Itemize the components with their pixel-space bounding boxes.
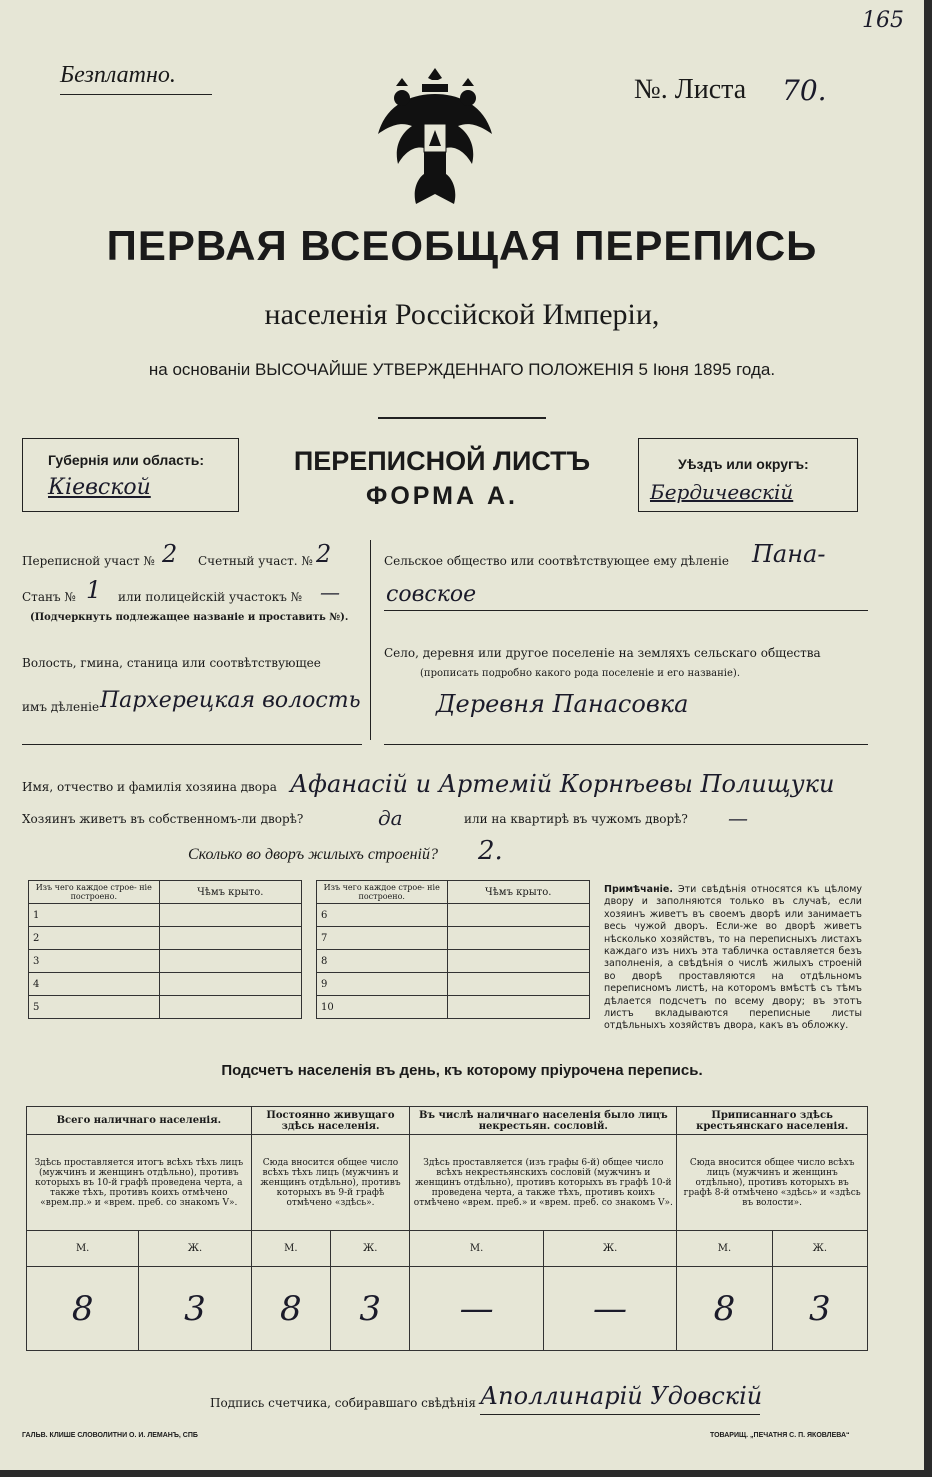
- count-cell: 3: [139, 1267, 251, 1351]
- group-title: Всего наличнаго населенія.: [27, 1107, 252, 1135]
- count-cell: 8: [677, 1267, 772, 1351]
- col-material-2: Изъ чего каждое строе- ніе построено.: [316, 881, 447, 904]
- group-title: Въ числѣ наличнаго населенія было лицъ некрестьян. сословій.: [410, 1107, 677, 1135]
- own-yard-value: да: [378, 806, 403, 830]
- row-number: 3: [29, 950, 160, 973]
- uchastok-value: 2: [162, 540, 178, 568]
- row-number: 7: [316, 927, 447, 950]
- owner-name-label: Имя, отчество и фамилія хозяина двора: [22, 780, 277, 794]
- schetny-label: Счетный участ. №: [198, 554, 313, 568]
- signature-label: Подпись счетчика, собиравшаго свѣдѣнія: [210, 1396, 476, 1410]
- police-value: —: [320, 580, 340, 604]
- census-title: ПЕРВАЯ ВСЕОБЩАЯ ПЕРЕПИСЬ: [106, 222, 818, 269]
- underline-note: (Подчеркнуть подлежащее названіе и проставить №).: [30, 612, 349, 623]
- uezd-value: Бердичевскій: [650, 480, 794, 504]
- volost-value: Пархерецкая волость: [100, 688, 361, 713]
- female-header: Ж.: [772, 1231, 867, 1267]
- own-yard-label: Хозяинъ живетъ въ собственномъ-ли дворѣ?: [22, 812, 304, 826]
- row-number: 9: [316, 973, 447, 996]
- count-cell: 8: [27, 1267, 139, 1351]
- column-divider: [370, 540, 371, 740]
- buildings-value: 2.: [478, 836, 503, 866]
- village-label: Село, деревня или другое поселеніе на земляхъ сельскаго общества: [384, 646, 821, 660]
- owner-name-value: Афанасій и Артемій Корнѣевы Полищуки: [290, 770, 835, 798]
- sheet-number-value: 70.: [782, 74, 827, 107]
- count-cell: 3: [772, 1267, 867, 1351]
- group-title: Приписаннаго здѣсь крестьянскаго населенія.: [677, 1107, 868, 1135]
- female-header: Ж.: [543, 1231, 676, 1267]
- group-desc: Сюда вносится общее число всѣхъ лицъ (мужчинъ и женщинъ отдѣльно), противъ которыхъ въ графѣ 8-й отмѣчено «здѣсь» и «здѣсь въ волости».: [677, 1135, 868, 1231]
- stan-label: Станъ №: [22, 590, 76, 604]
- gubernia-value: Кіевской: [48, 475, 151, 500]
- row-number: 1: [29, 904, 160, 927]
- male-header: М.: [677, 1231, 772, 1267]
- schetny-value: 2: [316, 540, 332, 568]
- buildings-table: [28, 880, 590, 1019]
- village-note: (прописать подробно какого рода поселеніе и его названіе).: [420, 668, 740, 679]
- form-title: ПЕРЕПИСНОЙ ЛИСТЪ: [293, 446, 591, 476]
- row-number: 5: [29, 996, 160, 1019]
- uezd-label: Уѣздъ или округъ:: [678, 456, 809, 472]
- footer-left: ГАЛЬВ. КЛИШЕ СЛОВОЛИТНИ О. И. ЛЕМАНЪ, СПБ: [22, 1432, 198, 1439]
- form-subtitle: ФОРМА А.: [366, 482, 518, 510]
- group-desc: Сюда вносится общее число всѣхъ тѣхъ лицъ (мужчинъ и женщинъ отдѣльно), противъ которыхъ въ 9-й графѣ отмѣчено «здѣсь».: [251, 1135, 410, 1231]
- signature-value: Аполлинарій Удовскій: [480, 1382, 763, 1410]
- volost-label: Волость, гмина, станица или соотвѣтствующее: [22, 656, 321, 670]
- group-title: Постоянно живущаго здѣсь населенія.: [251, 1107, 410, 1135]
- census-basis: на основаніи ВЫСОЧАЙШЕ УТВЕРЖДЕННАГО ПОЛОЖЕНІЯ 5 Іюня 1895 года.: [148, 360, 776, 379]
- male-header: М.: [27, 1231, 139, 1267]
- volost-label-2: имъ дѣленіе: [22, 700, 100, 714]
- double-headed-eagle-emblem: [372, 64, 498, 214]
- row-number: 4: [29, 973, 160, 996]
- col-material: Изъ чего каждое строе- ніе построено.: [29, 881, 160, 904]
- rent-label: или на квартирѣ въ чужомъ дворѣ?: [464, 812, 688, 826]
- female-header: Ж.: [330, 1231, 409, 1267]
- uchastok-label: Переписной участ №: [22, 554, 155, 568]
- count-cell: 8: [251, 1267, 330, 1351]
- group-desc: Здѣсь проставляется (изъ графы 6-й) общее число всѣхъ некрестьянскихъ сословій (мужчинъ и женщинъ отдѣльно), противъ которыхъ въ графѣ 10-й проведена черта, а также тѣхъ, противъ коихъ отмѣчено «врем. преб.» и «врем. преб. со знакомъ V».: [410, 1135, 677, 1231]
- stan-value: 1: [86, 576, 102, 604]
- count-cell: —: [543, 1267, 676, 1351]
- gubernia-label: Губернія или область:: [48, 452, 205, 468]
- sheet-number-label: №. Листа: [634, 74, 747, 105]
- row-number: 8: [316, 950, 447, 973]
- note-block: [604, 884, 862, 1033]
- census-subtitle: населенія Россійской Имперіи,: [264, 298, 660, 331]
- population-table: [26, 1106, 868, 1351]
- note-text: Эти свѣдѣнія относятся къ цѣлому двору и заполняются только въ случаѣ, если хозяинъ живетъ въ своемъ дворѣ или занимаетъ весь чужой дворъ. Если-же во дворѣ живетъ нѣсколько хозяйствъ, то на переписныхъ листахъ каждаго изъ нихъ эта табличка оставляется безъ заполненія, а свѣдѣнія о числѣ жилыхъ строеній во дворѣ проставляются на отдѣльномъ переписномъ листѣ, на которомъ вмѣстѣ съ тѣмъ дѣлается подсчетъ по всему двору; въ этотъ листъ вкладываются переписные листы отдѣльныхъ хозяйствъ двора, какъ въ обложку.: [604, 884, 862, 1032]
- police-label: или полицейскій участокъ №: [118, 590, 303, 604]
- col-roof-2: Чѣмъ крыто.: [447, 881, 589, 904]
- society-value-1: Пана-: [752, 540, 826, 568]
- female-header: Ж.: [139, 1231, 251, 1267]
- count-cell: —: [410, 1267, 543, 1351]
- col-roof: Чѣмъ крыто.: [159, 881, 301, 904]
- population-heading: Подсчетъ населенія въ день, къ которому пріурочена перепись.: [221, 1062, 703, 1079]
- buildings-label: Сколько во дворъ жилыхъ строеній?: [188, 846, 438, 863]
- archive-number: 165: [862, 8, 904, 33]
- society-label: Сельское общество или соотвѣтствующее ему дѣленіе: [384, 554, 729, 568]
- group-desc: Здѣсь проставляется итогъ всѣхъ тѣхъ лицъ (мужчинъ и женщинъ отдѣльно), противъ которыхъ въ 10-й графѣ проведена черта, а также тѣхъ, противъ коихъ отмѣчено «врем.пр.» и «врем. преб. со знакомъ V».: [27, 1135, 252, 1231]
- male-header: М.: [251, 1231, 330, 1267]
- count-cell: 3: [330, 1267, 409, 1351]
- row-number: 2: [29, 927, 160, 950]
- society-value-2: совское: [386, 582, 477, 607]
- note-head: Примѣчаніе.: [604, 884, 673, 895]
- rent-value: —: [728, 806, 748, 830]
- free-label: Безплатно.: [60, 62, 176, 88]
- row-number: 10: [316, 996, 447, 1019]
- row-number: 6: [316, 904, 447, 927]
- village-value: Деревня Панасовка: [436, 690, 689, 718]
- footer-right: ТОВАРИЩ. „ПЕЧАТНЯ С. П. ЯКОВЛЕВА“: [710, 1432, 850, 1439]
- ornamental-divider: [378, 417, 546, 419]
- male-header: М.: [410, 1231, 543, 1267]
